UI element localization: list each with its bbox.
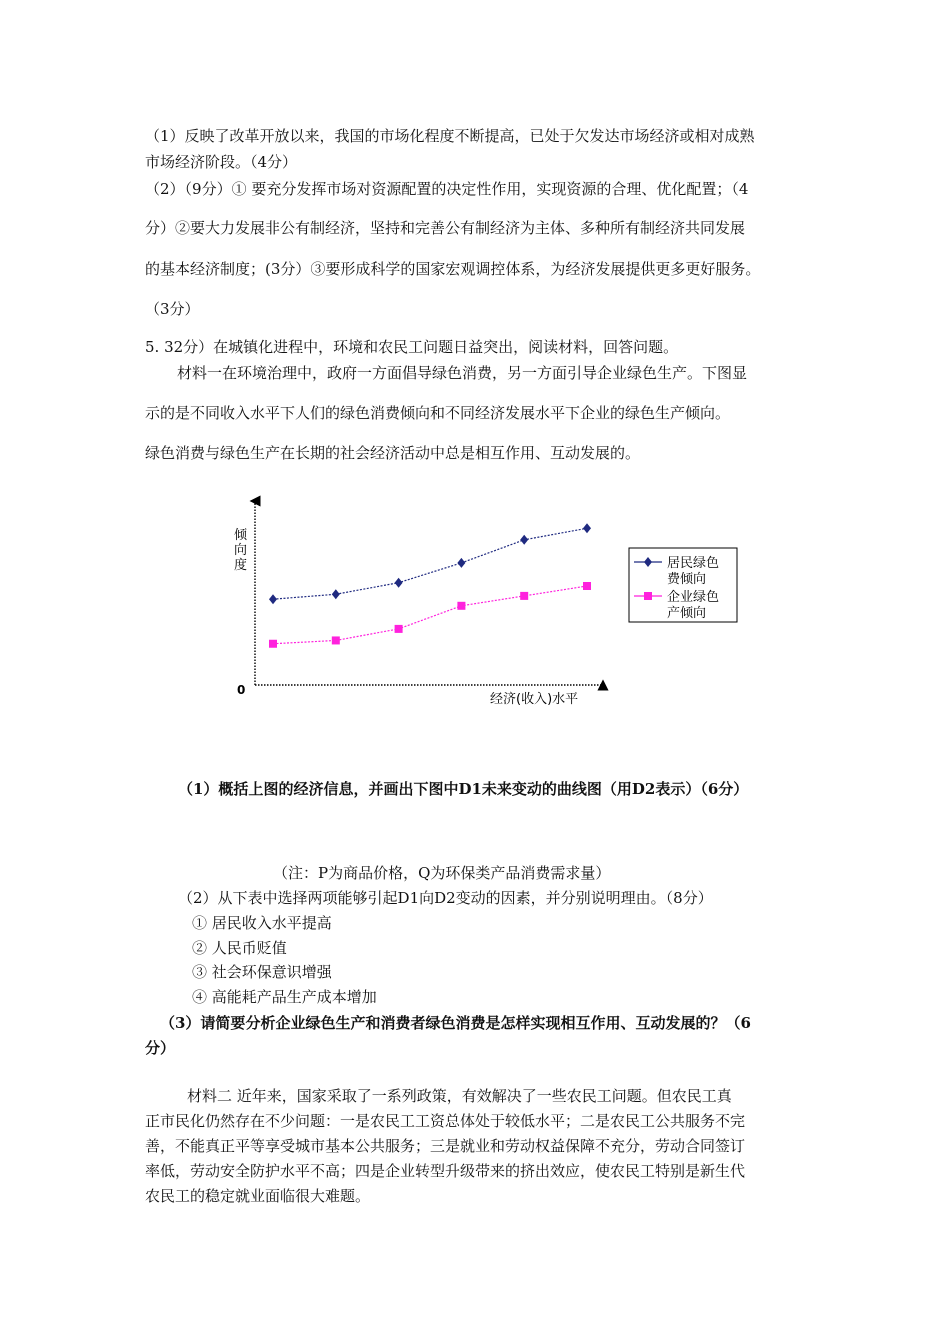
x-axis-label: 经济(收入)水平 — [490, 692, 579, 707]
green-tendency-line-chart — [225, 495, 755, 720]
series-1-point — [395, 578, 403, 588]
legend-label: 企业绿色 — [667, 590, 720, 605]
legend-label: 居民绿色 — [667, 556, 720, 571]
graph-note: （注：P为商品价格，Q为环保类产品消费需求量） — [273, 864, 611, 882]
answer-q2-line: 的基本经济制度；(3分）③要形成科学的国家宏观调控体系，为经济发展提供更多更好服务。 — [145, 260, 761, 278]
series-line-1 — [273, 528, 587, 599]
series-line-2 — [273, 586, 587, 644]
material-two-line: 材料二 近年来，国家采取了一系列政策，有效解决了一些农民工问题。但农民工真 — [187, 1087, 732, 1105]
legend-label: 产倾向 — [667, 606, 707, 621]
answer-q1-line: 市场经济阶段。（4分） — [145, 153, 298, 171]
material-one-line: 绿色消费与绿色生产在长期的社会经济活动中总是相互作用、互动发展的。 — [145, 444, 641, 462]
chart-axes — [234, 501, 603, 707]
answer-q2-line: （2）（9分）① 要充分发挥市场对资源配置的决定性作用，实现资源的合理、优化配置；（4 — [145, 180, 749, 198]
answer-q1-line: （1）反映了改革开放以来，我国的市场化程度不断提高，已处于欠发达市场经济或相对成熟 — [145, 127, 755, 145]
option-item: ② 人民币贬值 — [192, 939, 287, 957]
chart-series — [269, 523, 591, 648]
chart-legend — [629, 548, 737, 622]
answer-q2-line: 分）②要大力发展非公有制经济，坚持和完善公有制经济为主体、多种所有制经济共同发展 — [145, 219, 746, 237]
series-1-point — [457, 558, 465, 568]
legend-label: 费倾向 — [667, 572, 707, 587]
sub-question-3: （3）请简要分析企业绿色生产和消费者绿色消费是怎样实现相互作用、互动发展的？（6 — [160, 1014, 751, 1032]
material-two-line: 率低，劳动安全防护水平不高；四是企业转型升级带来的挤出效应，使农民工特别是新生代 — [145, 1162, 746, 1180]
sub-question-3: 分） — [145, 1039, 176, 1057]
y-axis-label: 倾向度 — [234, 528, 248, 573]
material-two-line: 善，不能真正平等享受城市基本公共服务；三是就业和劳动权益保障不充分，劳动合同签订 — [145, 1137, 746, 1155]
series-1-point — [520, 535, 528, 545]
origin-label: 0 — [237, 683, 246, 697]
series-2-point — [332, 636, 340, 644]
option-item: ④ 高能耗产品生产成本增加 — [192, 988, 377, 1006]
series-2-point — [457, 602, 465, 610]
material-two-line: 正市民化仍然存在不少问题：一是农民工工资总体处于较低水平；二是农民工公共服务不完 — [145, 1112, 746, 1130]
legend-swatch-marker — [644, 592, 652, 600]
question-5-intro: 5. 32分）在城镇化进程中，环境和农民工问题日益突出，阅读材料，回答问题。 — [145, 338, 679, 356]
series-2-point — [520, 592, 528, 600]
series-1-point — [332, 589, 340, 599]
sub-question-2: （2）从下表中选择两项能够引起D1向D2变动的因素，并分别说明理由。（8分） — [178, 889, 713, 907]
sub-question-1: （1）概括上图的经济信息，并画出下图中D1未来变动的曲线图（用D2表示）（6分） — [178, 780, 749, 798]
option-item: ③ 社会环保意识增强 — [192, 963, 332, 981]
answer-q2-line: （3分） — [145, 300, 200, 318]
series-2-point — [395, 625, 403, 633]
series-2-point — [269, 640, 277, 648]
option-item: ① 居民收入水平提高 — [192, 914, 332, 932]
material-one-line: 示的是不同收入水平下人们的绿色消费倾向和不同经济发展水平下企业的绿色生产倾向。 — [145, 404, 731, 422]
series-2-point — [583, 582, 591, 590]
material-one-line: 材料一在环境治理中，政府一方面倡导绿色消费，另一方面引导企业绿色生产。下图显 — [177, 364, 748, 382]
material-two-line: 农民工的稳定就业面临很大难题。 — [145, 1187, 371, 1205]
series-1-point — [269, 594, 277, 604]
series-1-point — [583, 523, 591, 533]
